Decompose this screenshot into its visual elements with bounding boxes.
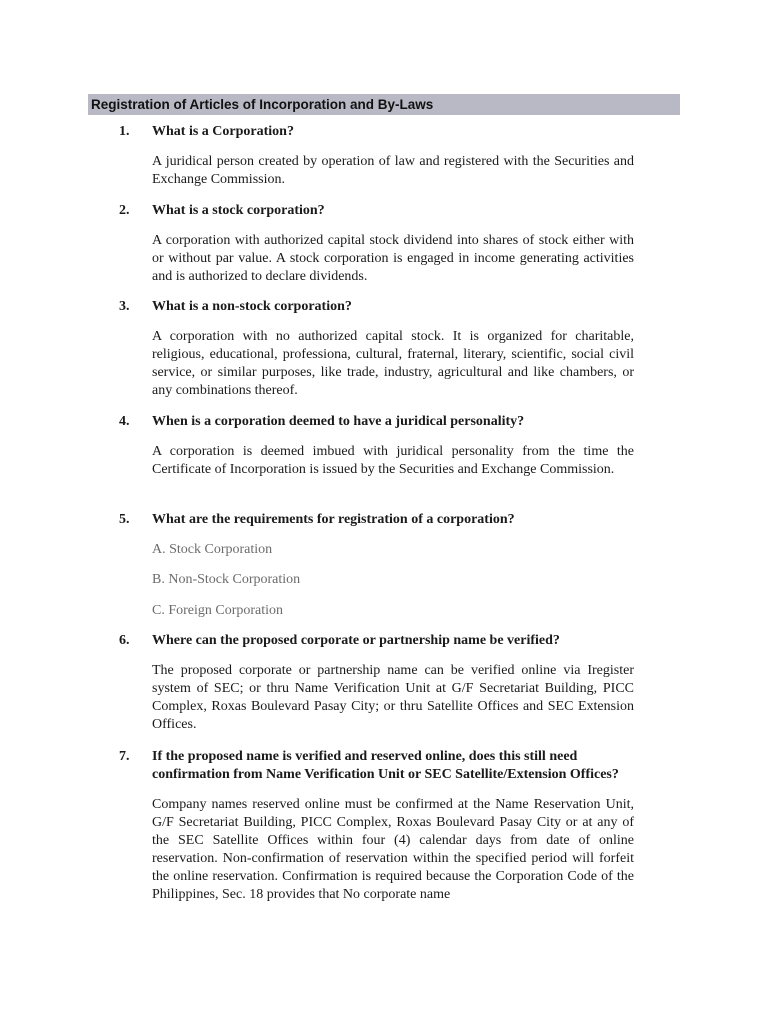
question-number: 2.	[119, 203, 130, 218]
question-text: If the proposed name is verified and reserved online, does this still need confirmation from Name Verification Unit or SEC Satellite/Extension Offices?	[152, 749, 619, 782]
section-header: Registration of Articles of Incorporation and By-Laws	[88, 94, 680, 115]
question-text: What are the requirements for registration of a corporation?	[152, 512, 515, 527]
requirement-option: C. Foreign Corporation	[152, 603, 284, 618]
question-number: 3.	[119, 299, 130, 314]
answer-text: A corporation with no authorized capital stock. It is organized for charitable, religious, educational, professiona, cultural, fraternal, literary, scientific, social civil service, or similar purposes, like trade, industry, agricultural and like chambers, or any combinations thereof.	[152, 329, 634, 398]
requirement-option: A. Stock Corporation	[152, 542, 273, 557]
answer-text: Company names reserved online must be confirmed at the Name Reservation Unit, G/F Secretariat Building, PICC Complex, Roxas Boulevard Pasay City or at any of the SEC Satellite Offices within four (4) calendar days from date of online reservation. Non-confirmation of reservation within the specified period will forfeit the online reservation. Confirmation is required because the Corporation Code of the Philippines, Sec. 18 provides that No corporate name	[152, 797, 634, 902]
question-number: 5.	[119, 512, 130, 527]
answer-text: A corporation is deemed imbued with juridical personality from the time the Certificate of Incorporation is issued by the Securities and Exchange Commission.	[152, 444, 634, 477]
answer-text: The proposed corporate or partnership name can be verified online via Iregister system of SEC; or thru Name Verification Unit at G/F Secretariat Building, PICC Complex, Roxas Boulevard Pasay City; or thru Satellite Offices and SEC Extension Offices.	[152, 663, 634, 732]
question-text: What is a stock corporation?	[152, 203, 325, 218]
question-number: 1.	[119, 124, 130, 139]
qa-item-1	[0, 123, 768, 189]
question-text: Where can the proposed corporate or partnership name be verified?	[152, 633, 560, 648]
question-text: What is a non-stock corporation?	[152, 299, 352, 314]
qa-item-7	[0, 748, 768, 904]
qa-item-5	[0, 511, 768, 620]
question-text: When is a corporation deemed to have a juridical personality?	[152, 414, 525, 429]
requirement-option: B. Non-Stock Corporation	[152, 572, 301, 587]
question-number: 4.	[119, 414, 130, 429]
answer-text: A juridical person created by operation of law and registered with the Securities and Exchange Commission.	[152, 154, 634, 187]
question-number: 6.	[119, 633, 130, 648]
answer-text: A corporation with authorized capital stock dividend into shares of stock either with or without par value. A stock corporation is engaged in income generating activities and is authorized to declare dividends.	[152, 233, 634, 284]
qa-item-6	[0, 632, 768, 734]
question-number: 7.	[119, 749, 130, 764]
qa-item-4	[0, 413, 768, 479]
qa-item-2	[0, 202, 768, 286]
question-text: What is a Corporation?	[152, 124, 294, 139]
qa-item-3	[0, 298, 768, 400]
